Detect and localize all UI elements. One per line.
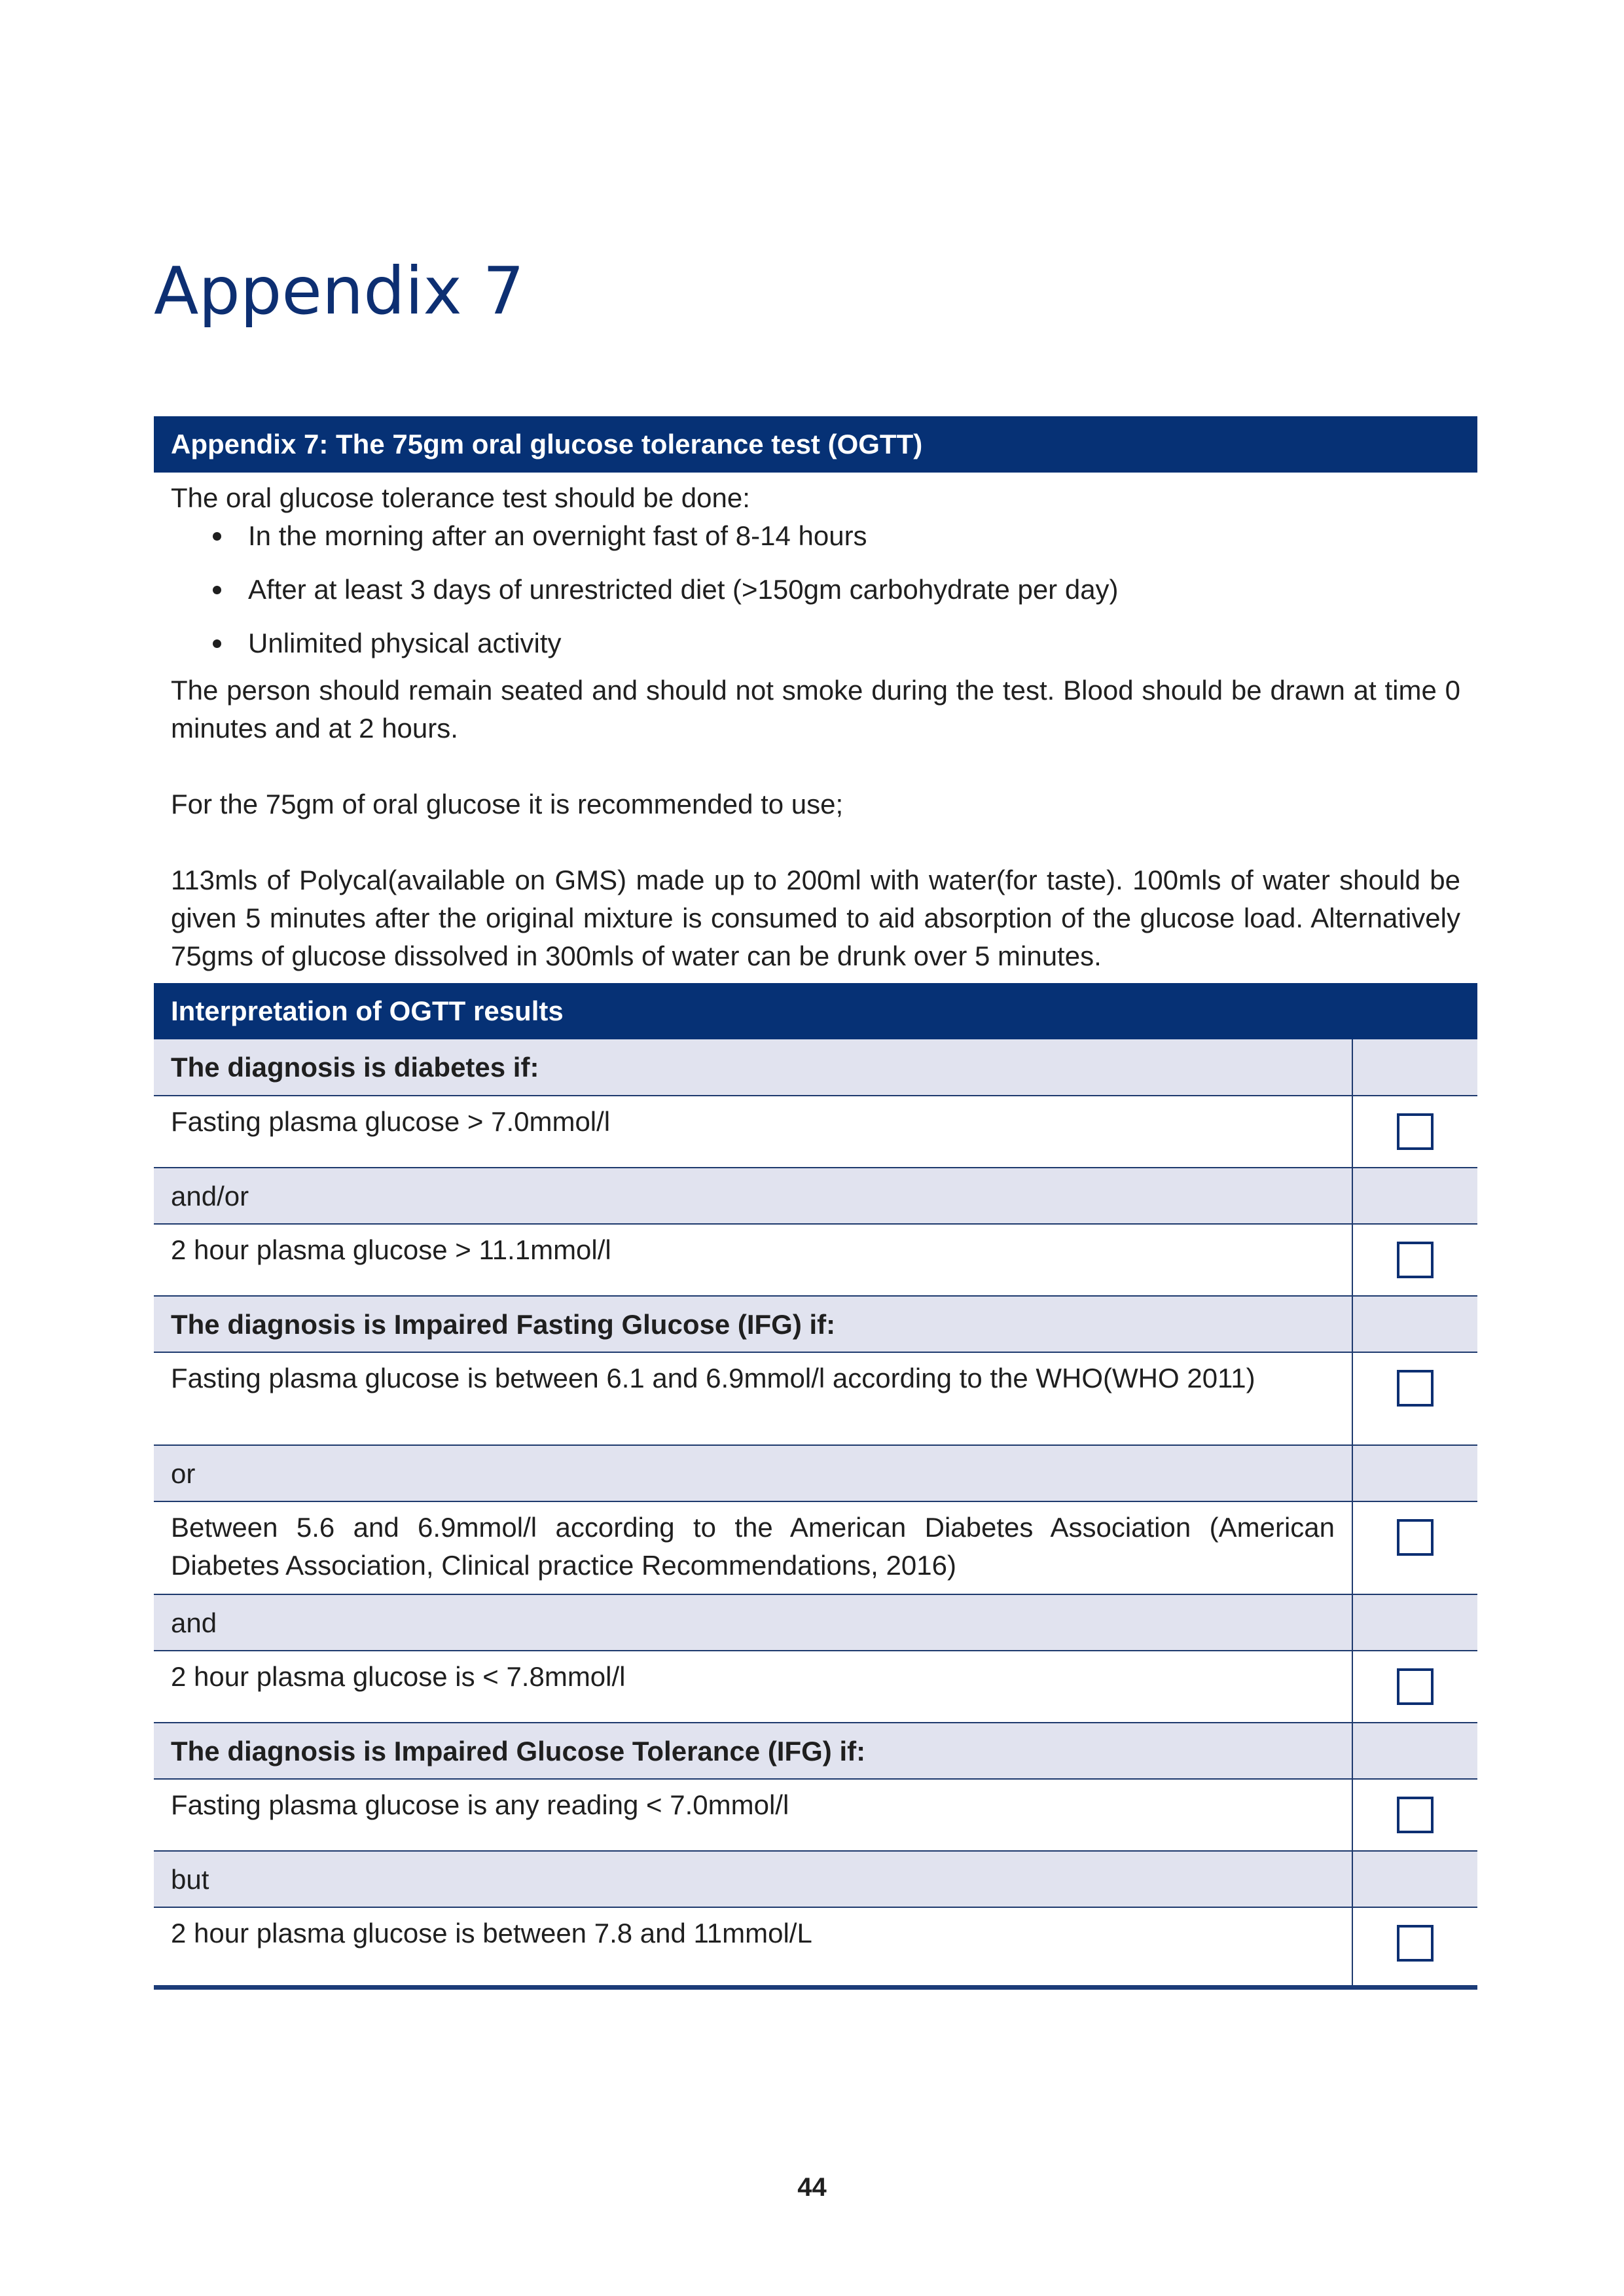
row-text: 2 hour plasma glucose is between 7.8 and 11mmol/L — [154, 1907, 1352, 1987]
check-cell — [1352, 1039, 1477, 1096]
section-title-bar: Appendix 7: The 75gm oral glucose tolerance test (OGTT) — [154, 416, 1477, 473]
table-row — [154, 1501, 1477, 1594]
list-item: Unlimited physical activity — [209, 624, 1460, 662]
checkbox[interactable] — [1397, 1797, 1434, 1833]
check-cell — [1352, 1296, 1477, 1352]
table-row — [154, 1651, 1477, 1723]
row-text: and/or — [154, 1168, 1352, 1224]
list-item: After at least 3 days of unrestricted diet (>150gm carbohydrate per day) — [209, 571, 1460, 609]
paragraph-seated: The person should remain seated and should not smoke during the test. Blood should be drawn at time 0 minutes and at 2 hours. — [171, 675, 1460, 744]
row-text: or — [154, 1445, 1352, 1501]
check-cell — [1352, 1907, 1477, 1987]
check-cell — [1352, 1723, 1477, 1779]
checkbox[interactable] — [1397, 1519, 1434, 1556]
appendix-document — [154, 416, 1477, 1990]
checkbox[interactable] — [1397, 1668, 1434, 1705]
row-text: Fasting plasma glucose is any reading < 7.0mmol/l — [154, 1779, 1352, 1851]
row-text: The diagnosis is Impaired Fasting Glucose (IFG) if: — [154, 1296, 1352, 1352]
check-cell — [1352, 1352, 1477, 1445]
row-text: but — [154, 1851, 1352, 1907]
checkbox[interactable] — [1397, 1113, 1434, 1150]
intro-lead: The oral glucose tolerance test should be done: — [171, 482, 750, 513]
table-row — [154, 1352, 1477, 1445]
row-text: and — [154, 1594, 1352, 1651]
check-cell — [1352, 1168, 1477, 1224]
row-text: 2 hour plasma glucose > 11.1mmol/l — [154, 1224, 1352, 1296]
paragraph-recommend: For the 75gm of oral glucose it is recommended to use; — [171, 789, 844, 819]
checkbox[interactable] — [1397, 1242, 1434, 1278]
interpretation-table — [154, 1039, 1477, 1990]
table-row-connector — [154, 1594, 1477, 1651]
check-cell — [1352, 1651, 1477, 1723]
checkbox[interactable] — [1397, 1925, 1434, 1962]
paragraph-polycal: 113mls of Polycal(available on GMS) made up to 200ml with water(for taste). 100mls of water should be given 5 minutes after the original mixture is consumed to aid absorption of the glucose load. Alternatively 75gms of glucose dissolved in 300mls of water can be drunk over 5 minutes. — [171, 865, 1460, 971]
row-text: Fasting plasma glucose is between 6.1 and 6.9mmol/l according to the WHO(WHO 2011) — [154, 1352, 1352, 1445]
check-cell — [1352, 1501, 1477, 1594]
row-text: The diagnosis is Impaired Glucose Tolerance (IFG) if: — [154, 1723, 1352, 1779]
table-row-header — [154, 1296, 1477, 1352]
page-heading: Appendix 7 — [154, 253, 525, 329]
check-cell — [1352, 1445, 1477, 1501]
conditions-list — [171, 517, 1460, 662]
table-row — [154, 1907, 1477, 1987]
check-cell — [1352, 1224, 1477, 1296]
interpretation-title-bar: Interpretation of OGTT results — [154, 983, 1477, 1039]
intro-section — [154, 479, 1477, 975]
table-row-connector — [154, 1445, 1477, 1501]
table-row-connector — [154, 1168, 1477, 1224]
checkbox[interactable] — [1397, 1370, 1434, 1407]
row-text: 2 hour plasma glucose is < 7.8mmol/l — [154, 1651, 1352, 1723]
table-row — [154, 1096, 1477, 1168]
row-text: Fasting plasma glucose > 7.0mmol/l — [154, 1096, 1352, 1168]
list-item: In the morning after an overnight fast of 8-14 hours — [209, 517, 1460, 555]
check-cell — [1352, 1779, 1477, 1851]
row-text: The diagnosis is diabetes if: — [154, 1039, 1352, 1096]
table-row — [154, 1779, 1477, 1851]
check-cell — [1352, 1096, 1477, 1168]
table-row-connector — [154, 1851, 1477, 1907]
table-row — [154, 1224, 1477, 1296]
row-text: Between 5.6 and 6.9mmol/l according to the American Diabetes Association (American Diabetes Association, Clinical practice Recommendations, 2016) — [154, 1501, 1352, 1594]
check-cell — [1352, 1594, 1477, 1651]
table-row-header — [154, 1723, 1477, 1779]
table-row-header — [154, 1039, 1477, 1096]
check-cell — [1352, 1851, 1477, 1907]
page-number: 44 — [797, 2173, 827, 2202]
